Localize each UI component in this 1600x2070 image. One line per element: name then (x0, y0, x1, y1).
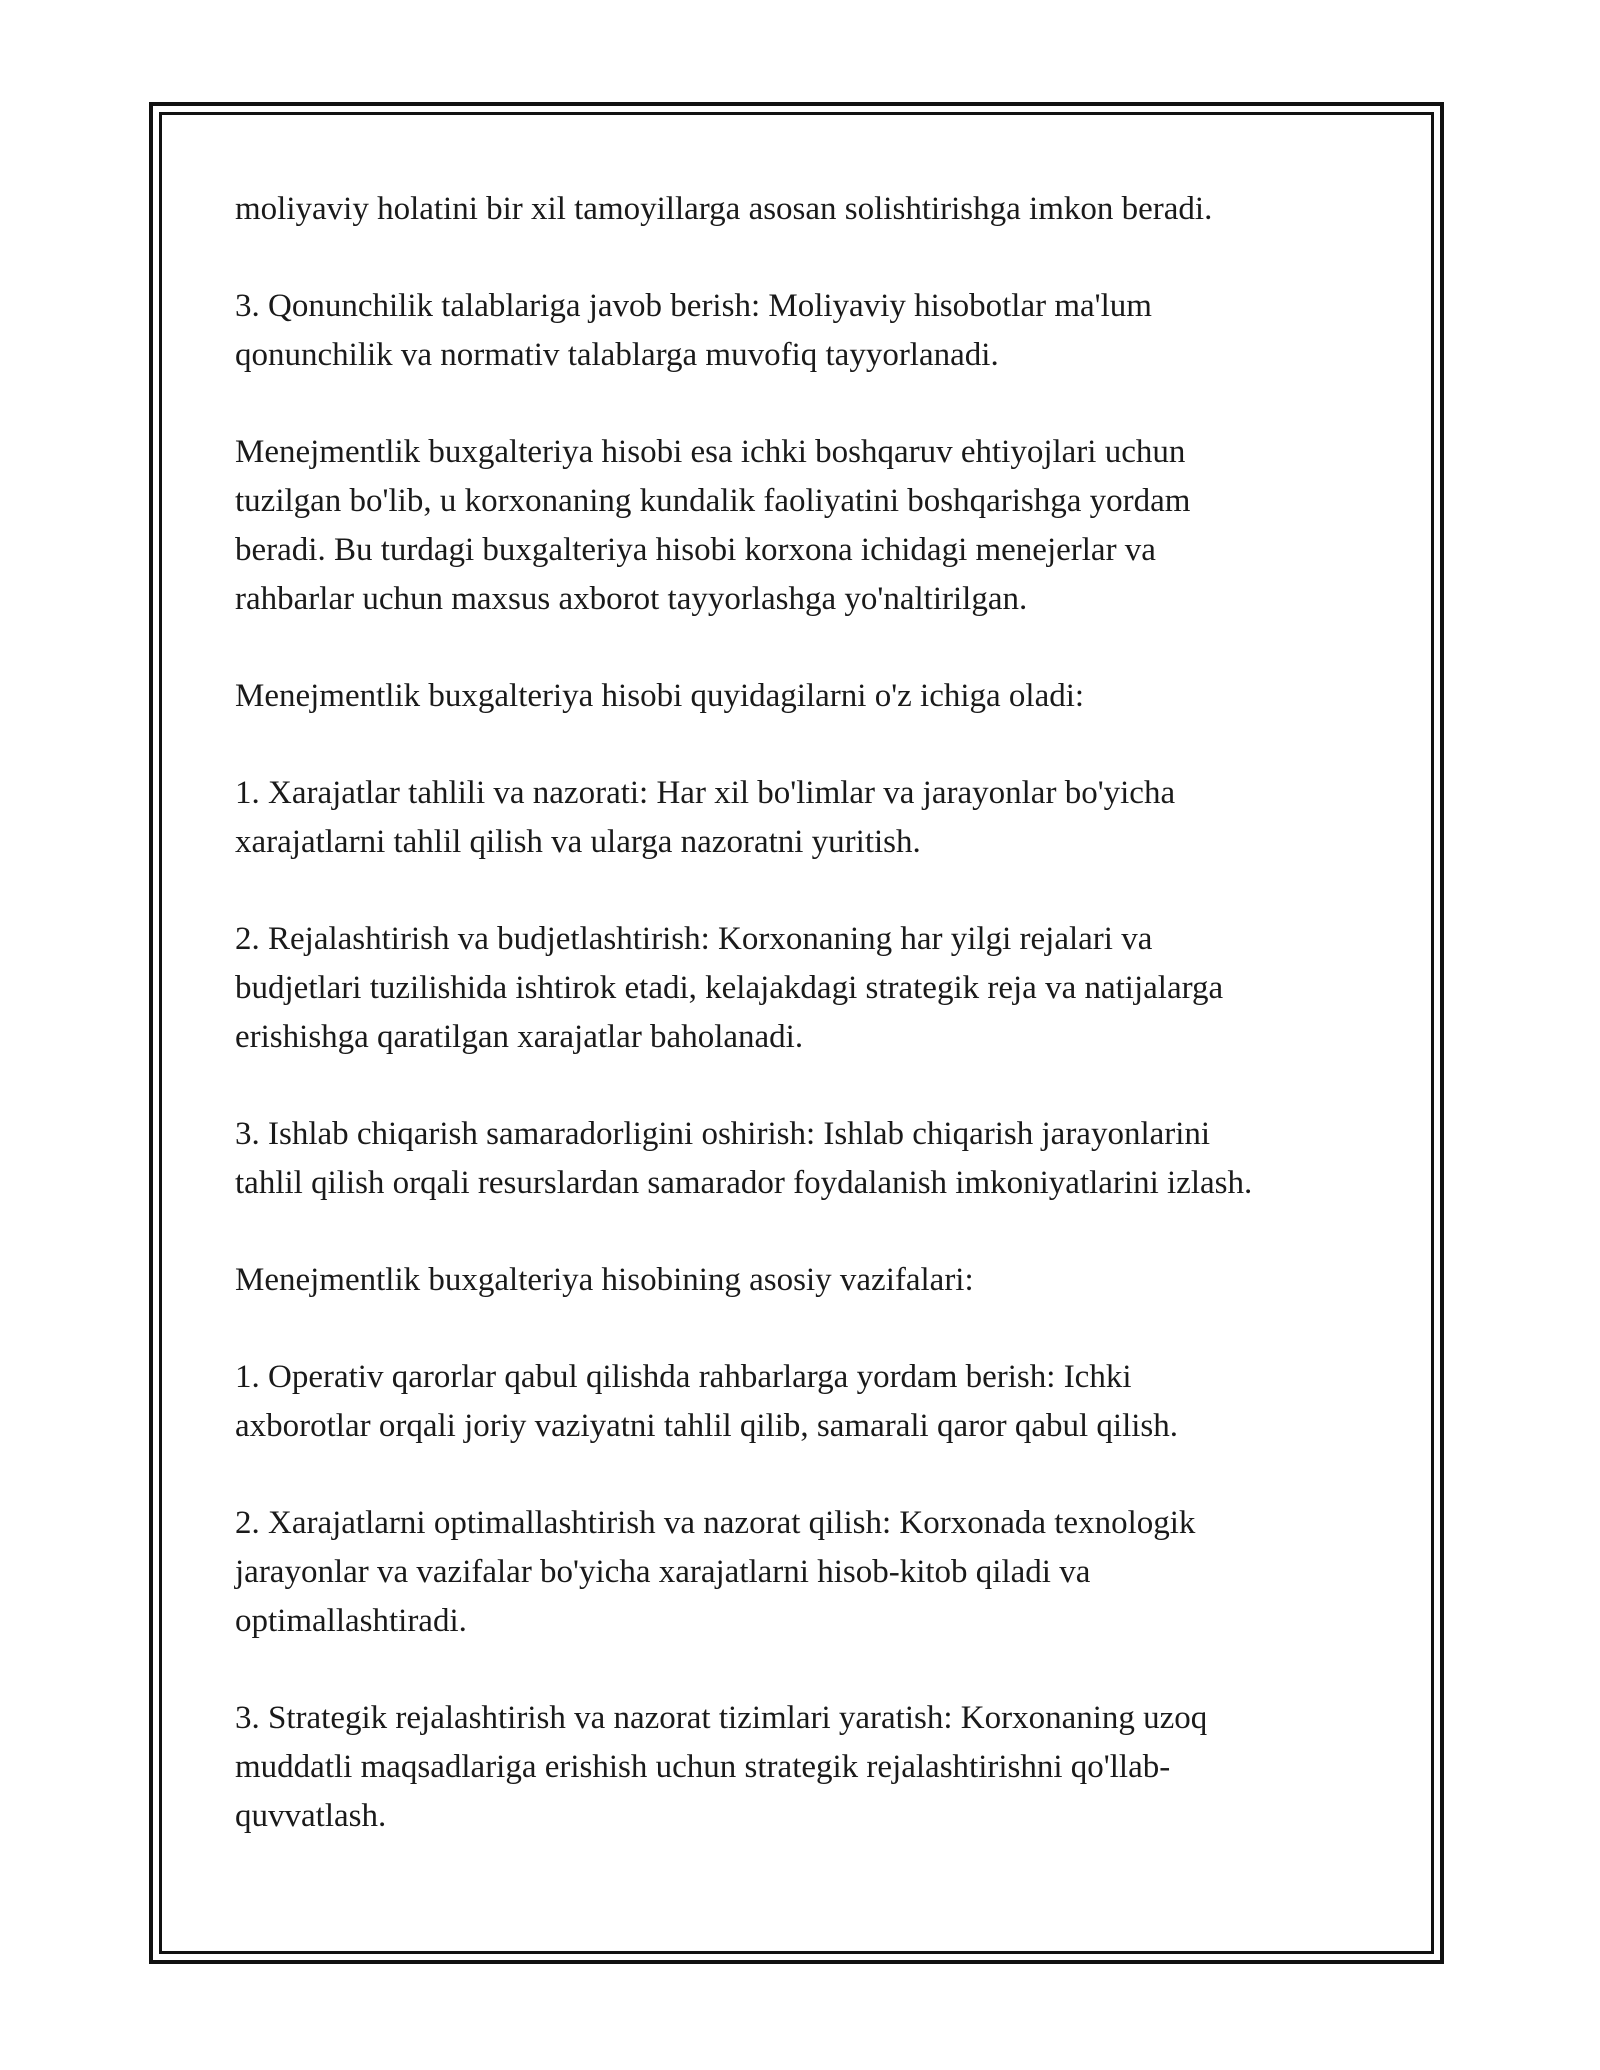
paragraph-3: Menejmentlik buxgalteriya hisobi esa ichki boshqaruv ehtiyojlari uchun tuzilgan bo'lib, u korxonaning kundalik faoliyatini boshqarishga yordam beradi. Bu turdagi buxgalteriya hisobi korxona ichidagi menejerlar va rahbarlar uchun maxsus axborot tayyorlashga yo'naltirilgan. (235, 434, 1191, 617)
document-body (235, 185, 1385, 1889)
paragraph-6: 2. Rejalashtirish va budjetlashtirish: Korxonaning har yilgi rejalari va budjetlari tuzilishida ishtirok etadi, kelajakdagi strategik reja va natijalarga erishishga qaratilgan xarajatlar baholanadi. (235, 921, 1224, 1055)
paragraph-1: moliyaviy holatini bir xil tamoyillarga asosan solishtirishga imkon beradi. (235, 191, 1213, 227)
paragraph-11: 3. Strategik rejalashtirish va nazorat tizimlari yaratish: Korxonaning uzoq muddatli maqsadlariga erishish uchun strategik rejalashtirishni qo'llab- quvvatlash. (235, 1700, 1208, 1834)
paragraph-2: 3. Qonunchilik talablariga javob berish: Moliyaviy hisobotlar ma'lum qonunchilik va normativ talablarga muvofiq tayyorlanadi. (235, 288, 1152, 373)
paragraph-10: 2. Xarajatlarni optimallashtirish va nazorat qilish: Korxonada texnologik jarayonlar va vazifalar bo'yicha xarajatlarni hisob-kitob qiladi va optimallashtiradi. (235, 1505, 1196, 1639)
paragraph-4: Menejmentlik buxgalteriya hisobi quyidagilarni o'z ichiga oladi: (235, 678, 1085, 714)
paragraph-8: Menejmentlik buxgalteriya hisobining asosiy vazifalari: (235, 1262, 974, 1298)
paragraph-5: 1. Xarajatlar tahlili va nazorati: Har xil bo'limlar va jarayonlar bo'yicha xarajatlarni tahlil qilish va ularga nazoratni yuritish. (235, 775, 1176, 860)
paragraph-7: 3. Ishlab chiqarish samaradorligini oshirish: Ishlab chiqarish jarayonlarini tahlil qilish orqali resurslardan samarador foydalanish imkoniyatlarini izlash. (235, 1116, 1253, 1201)
paragraph-9: 1. Operativ qarorlar qabul qilishda rahbarlarga yordam berish: Ichki axborotlar orqali joriy vaziyatni tahlil qilib, samarali qaror qabul qilish. (235, 1359, 1178, 1444)
